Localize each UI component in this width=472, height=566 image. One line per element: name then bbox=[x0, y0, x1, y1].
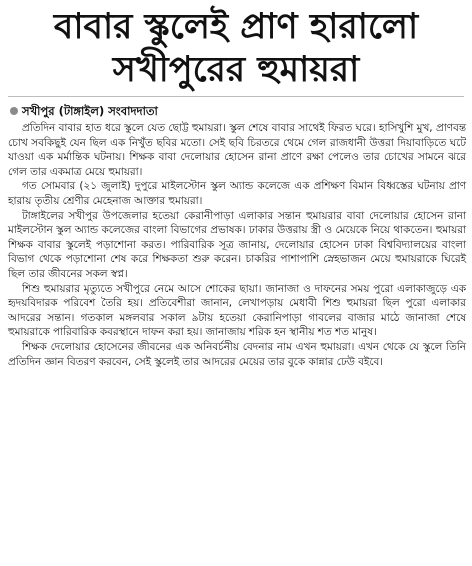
paragraph-1: প্রতিদিন বাবার হাত ধরে স্কুলে যেত ছোট্ট হুমায়রা। স্কুল শেষে বাবার সাথেই ফিরত ঘরে। হাসিখুশি মুখ, প্রাণবন্ত চোখ সবকিছুই যেন ছিল এক নিখুঁত ছবির মতো। সেই ছবি চিরতরে থেমে গেল রাজধানী উত্তরা দিয়াবাড়িতে ঘটে যাওয়া এক মর্মান্তিক ঘটনায়। শিক্ষক বাবা দেলোয়ার হোসেন রানা প্রাণে রক্ষা পেলেও তার চোখের সামনে ঝরে গেল তার একমাত্র মেয়ে হুমায়রা। bbox=[8, 122, 466, 178]
paragraph-3: টাঙ্গাইলের সখীপুর উপজেলার হতেয়া কেরানীপাড়া এলাকার সন্তান হুমায়রার বাবা দেলোয়ার হোসেন রানা মাইলস্টোন স্কুল অ্যান্ড কলেজের বাংলা বিভাগের প্রভাষক। ঢাকার উত্তরায় স্ত্রী ও মেয়েকে নিয়ে থাকতেন। হুমায়রা শিক্ষক বাবার স্কুলেই পড়াশোনা করত। পারিবারিক সূত্র জানায়, দেলোয়ার হোসেন ঢাকা বিশ্ববিদ্যালয়ের বাংলা বিভাগ থেকে পড়াশোনা শেষ করে শিক্ষকতা শুরু করেন। চাকরির পাশাপাশি স্নেহভাজন মেয়ে হুমায়রাকে ঘিরেই ছিল তার জীবনের সকল স্বপ্ন। bbox=[8, 209, 466, 280]
paragraph-5: শিক্ষক দেলোয়ার হোসেনের জীবনের এক অনিবর্চনীয় বেদনার নাম এখন হুমায়রা। এখন থেকে যে স্কুলে তিনি প্রতিদিন জ্ঞান বিতরণ করবেন, সেই স্কুলেই তার আদরের মেয়ের তার বুকে কান্নার ঢেউ বইবে। bbox=[8, 340, 466, 368]
paragraph-4: শিশু হুমায়রার মৃত্যুতে সখীপুরে নেমে আসে শোকের ছায়া। জানাজা ও দাফনের সময় পুরো এলাকাজুড়ে এক হৃদয়বিদারক পরিবেশ তৈরি হয়। প্রতিবেশীরা জানান, লেখাপড়ায় মেধাবী শিশু হুমায়রা ছিল পুরো এলাকার আদরের সন্তান। গতকাল মঙ্গলবার সকাল ৯টায় হতেয়া কেরানিপাড়া গাবলের বাজার মাঠে জানাজা শেষে হুমায়রাকে পারিবারিক কবরস্থানে দাফন করা হয়। জানাজায় শরিক হন স্থানীয় শত শত মানুষ। bbox=[8, 282, 466, 339]
headline bbox=[0, 6, 472, 92]
headline-line-2: সখীপুরের হুমায়রা bbox=[112, 50, 360, 90]
byline bbox=[10, 103, 462, 119]
article-body bbox=[8, 121, 466, 369]
headline-divider bbox=[8, 96, 464, 97]
byline-text: সখীপুর (টাঙ্গাইল) সংবাদদাতা bbox=[22, 104, 158, 118]
bullet-icon bbox=[10, 107, 18, 115]
paragraph-2: গত সোমবার (২১ জুলাই) দুপুরে মাইলস্টোন স্কুল অ্যান্ড কলেজে এক প্রশিক্ষণ বিমান বিধ্বস্তের ঘটনায় প্রাণ হারায় তৃতীয় শ্রেণীর মেহেনাজ আক্তার হুমায়রা। bbox=[8, 180, 466, 207]
headline-line-1: বাবার স্কুলেই প্রাণ হারালো bbox=[53, 7, 419, 47]
